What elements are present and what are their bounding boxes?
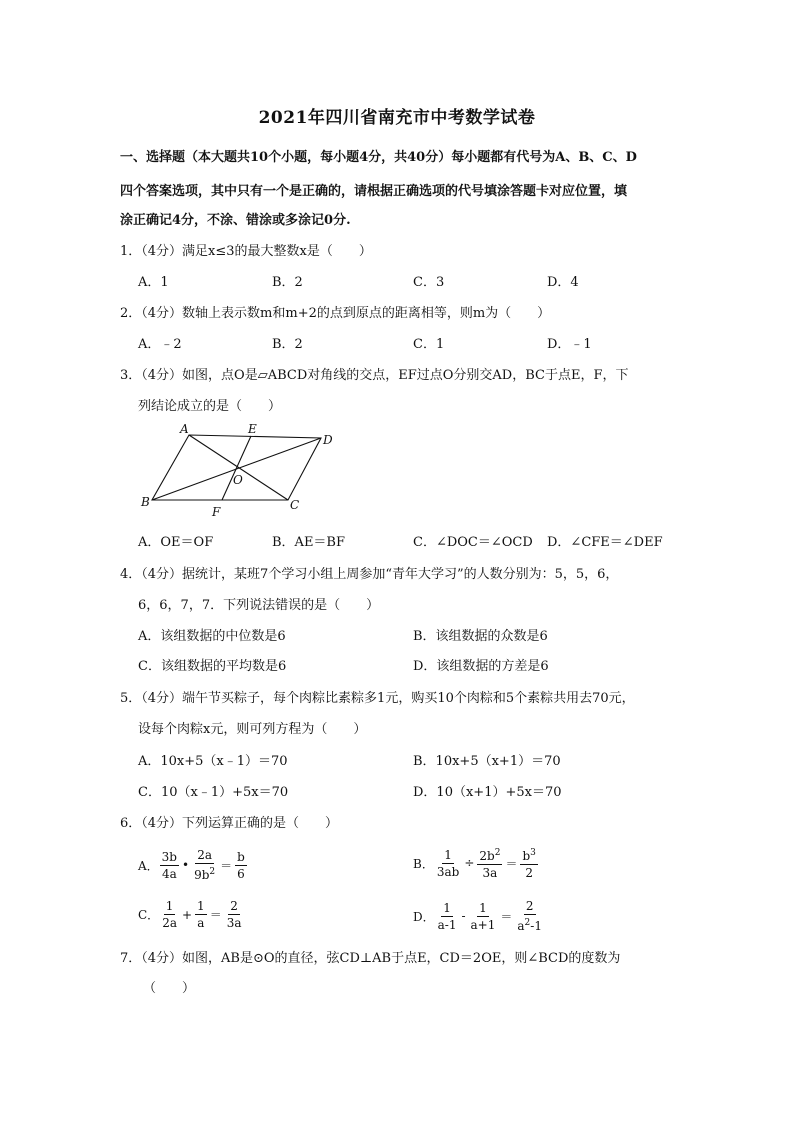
q2-option-b: B．2: [272, 337, 303, 352]
section-intro-line-2: 四个答案选项，其中只有一个是正确的，请根据正确选项的代号填涂答题卡对应位置，填: [120, 184, 628, 199]
q6-c-fraction-1: [160, 899, 179, 930]
q3-option-a: A．OE＝OF: [138, 535, 214, 550]
diagonal-ac: [189, 435, 288, 500]
q6-a-fraction-2: [192, 848, 217, 882]
q6-b-r-num-base: b: [522, 849, 531, 863]
q4-option-d: D．该组数据的方差是6: [413, 659, 549, 674]
section-intro-line-3: 涂正确记4分，不涂、错涂或多涂记0分.: [120, 213, 351, 228]
q6-b-op: ÷: [464, 856, 475, 870]
q6-a-f2-den-base: 9b: [194, 868, 210, 882]
q4-option-a: A．该组数据的中位数是6: [138, 629, 286, 644]
q6-d-f2-den: a+1: [470, 917, 496, 932]
question-5-stem-line-2: 设每个肉粽x元，则可列方程为（ ）: [138, 722, 367, 737]
question-5-stem-line-1: 5．（4分）端午节买粽子，每个肉粽比素粽多1元，购买10个肉粽和5个素粽共用去70元，: [120, 691, 635, 706]
q4-option-c: C．该组数据的平均数是6: [138, 659, 287, 674]
q6-b-label: B．: [413, 856, 434, 871]
question-1-stem: 1．（4分）满足x≤3的最大整数x是（ ）: [120, 244, 372, 259]
q6-d-f1-den: a-1: [437, 917, 457, 932]
label-a: A: [180, 422, 189, 436]
q6-c-fraction-2: [195, 899, 207, 930]
label-o: O: [233, 473, 243, 487]
q6-option-d: [413, 899, 545, 933]
q6-a-r-den: 6: [237, 866, 245, 881]
q6-a-f2-num: 2a: [197, 848, 212, 862]
q6-d-eq: ＝: [500, 909, 513, 924]
label-e: E: [248, 422, 257, 436]
q2-option-c: C．1: [413, 337, 445, 352]
q6-a-result: [235, 850, 247, 881]
q6-a-f2-den-exp: 2: [209, 867, 216, 877]
q6-d-result: [515, 899, 544, 933]
label-d: D: [323, 433, 333, 447]
q6-d-r-num: 2: [525, 899, 534, 913]
q6-d-f1-num: 1: [443, 900, 451, 915]
q6-c-f1-den: 2a: [162, 916, 177, 930]
q6-b-fraction-2: [477, 846, 502, 880]
q6-d-fraction-2: [469, 901, 498, 932]
q6-b-f2-num-exp: 2: [494, 848, 501, 858]
q6-a-fraction-1: [160, 850, 179, 881]
q5-option-c: C．10（x﹣1）+5x＝70: [138, 785, 289, 800]
q6-c-result: [225, 899, 244, 930]
q6-b-r-num-exp: 3: [530, 848, 536, 858]
q6-d-r-den-base: a: [517, 919, 525, 933]
label-f: F: [212, 505, 221, 519]
q5-option-a: A．10x+5（x﹣1）＝70: [138, 754, 288, 769]
q6-b-f1-den: 3ab: [436, 864, 460, 879]
q1-option-c: C．3: [413, 275, 445, 290]
label-c: C: [290, 498, 300, 512]
q6-a-label: A．: [138, 858, 159, 873]
question-3-stem-line-2: 列结论成立的是（ ）: [138, 399, 282, 414]
q3-option-d: D．∠CFE＝∠DEF: [547, 535, 663, 550]
q6-c-eq: ＝: [209, 908, 222, 922]
question-2-stem: 2．（4分）数轴上表示数m和m+2的点到原点的距离相等，则m为（ ）: [120, 306, 551, 321]
parallelogram-figure: [130, 418, 350, 523]
q6-option-c: [138, 899, 245, 930]
q2-option-a: A．﹣2: [138, 337, 182, 352]
segment-ef: [222, 436, 251, 500]
q1-option-b: B．2: [272, 275, 303, 290]
q6-d-f2-num: 1: [479, 900, 487, 915]
q1-option-d: D．4: [547, 275, 579, 290]
q6-b-f2-num: [477, 846, 502, 865]
q6-b-r-num: [520, 846, 537, 865]
q6-a-f1-num: 3b: [161, 849, 177, 864]
q6-b-fraction-1: [435, 848, 461, 879]
q3-option-b: B．AE＝BF: [272, 535, 346, 550]
question-4-stem-line-2: 6，6，7，7．下列说法错误的是（ ）: [138, 598, 380, 613]
q6-c-label: C．: [138, 908, 160, 922]
q6-a-eq: ＝: [220, 858, 233, 873]
q6-c-r-num: 2: [230, 899, 238, 913]
q3-option-c: C．∠DOC＝∠OCD: [413, 535, 533, 550]
q6-c-op: +: [181, 907, 193, 922]
q6-b-f2-num-base: 2b: [479, 849, 495, 863]
q6-c-f1-num: 1: [165, 899, 174, 913]
q2-option-d: D．﹣1: [547, 337, 592, 352]
q6-c-r-den: 3a: [226, 916, 242, 930]
q6-d-r-den: [515, 915, 544, 933]
q6-a-f1-den: 4a: [161, 866, 177, 881]
q6-b-result: [520, 846, 537, 880]
q6-d-fraction-1: [436, 901, 459, 932]
q6-c-f2-num: 1: [197, 899, 205, 913]
q6-b-r-den: 2: [525, 866, 533, 880]
q5-option-b: B．10x+5（x+1）＝70: [413, 754, 561, 769]
question-7-stem-line-1: 7．（4分）如图，AB是⊙O的直径，弦CD⊥AB于点E，CD＝2OE，则∠BCD的度数为: [120, 951, 621, 966]
q5-option-d: D．10（x+1）+5x＝70: [413, 785, 562, 800]
q4-option-b: B．该组数据的众数是6: [413, 629, 548, 644]
q6-option-a: [138, 848, 248, 882]
q6-b-eq: ＝: [505, 856, 518, 871]
q6-d-r-den-exp: 2: [524, 918, 531, 928]
q6-option-b: [413, 846, 539, 880]
question-7-stem-line-2: （ ）: [143, 981, 196, 996]
q6-b-f1-num: 1: [444, 847, 452, 862]
section-intro-line-1: 一、选择题（本大题共10个小题，每小题4分，共40分）每小题都有代号为A、B、C、D: [120, 150, 637, 165]
page-title: 2021年四川省南充市中考数学试卷: [258, 108, 536, 128]
q6-d-label: D．: [413, 909, 435, 924]
q6-b-f2-den: 3a: [482, 866, 498, 880]
q1-option-a: A．1: [138, 275, 169, 290]
q6-a-r-num: b: [237, 849, 245, 864]
q6-a-f2-den: [192, 864, 217, 882]
q6-a-op: •: [182, 858, 190, 872]
q6-d-r-den-tail: -1: [530, 919, 542, 933]
label-b: B: [141, 495, 150, 509]
question-3-stem-line-1: 3．（4分）如图，点O是▱ABCD对角线的交点，EF过点O分别交AD，BC于点E，F，下: [120, 368, 629, 383]
question-4-stem-line-1: 4．（4分）据统计，某班7个学习小组上周参加“青年大学习”的人数分别为：5，5，6，: [120, 567, 619, 582]
q6-d-op: -: [461, 909, 466, 923]
question-6-stem: 6．（4分）下列运算正确的是（ ）: [120, 816, 339, 831]
q6-c-f2-den: a: [197, 916, 205, 930]
